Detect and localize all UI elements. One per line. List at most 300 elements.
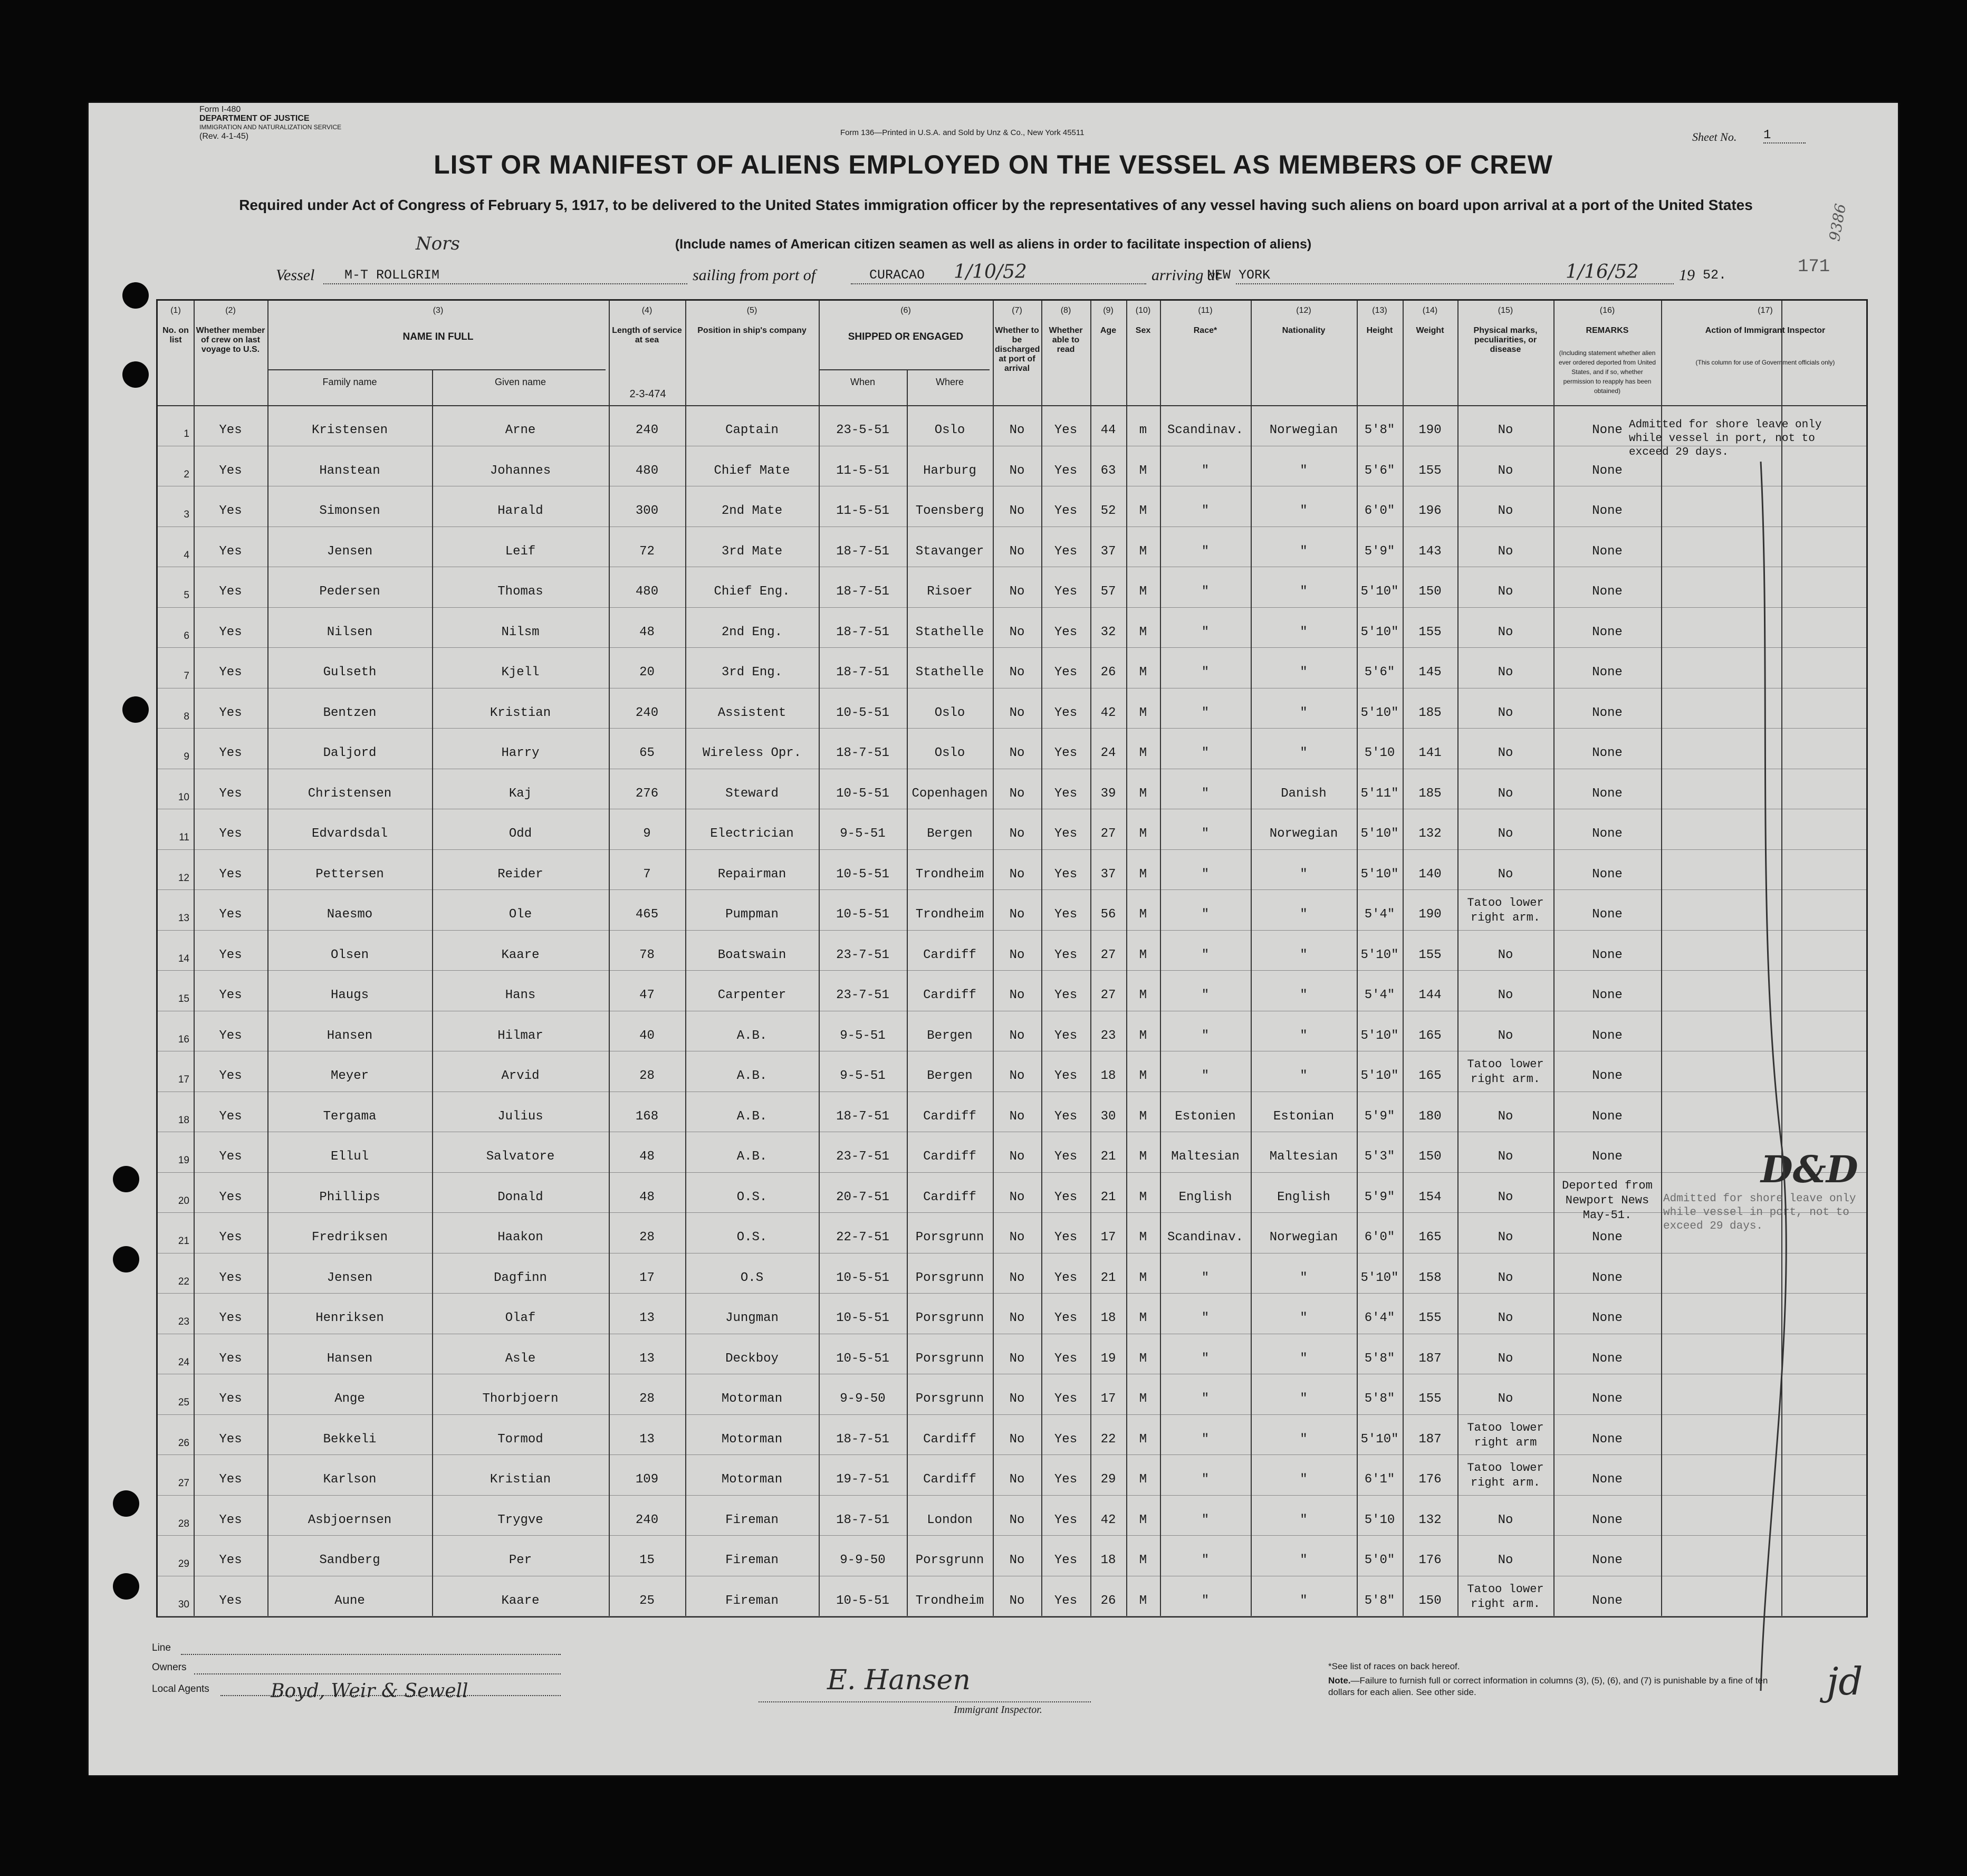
cell-sex: M [1139, 1311, 1147, 1325]
cell-marks: No [1498, 1190, 1513, 1204]
cell-weight: 176 [1418, 1553, 1442, 1567]
cell-service: 9 [643, 827, 651, 841]
cell-no: 23 [178, 1316, 189, 1327]
service-name: IMMIGRATION AND NATURALIZATION SERVICE [199, 123, 342, 131]
cell-position: Chief Mate [714, 463, 790, 478]
cell-age: 57 [1100, 585, 1116, 599]
cell-no: 26 [178, 1437, 189, 1449]
cell-sex: M [1139, 988, 1147, 1002]
cell-family: Naesmo [327, 907, 373, 922]
cell-where: Stathelle [915, 665, 984, 679]
cell-where: Cardiff [923, 947, 976, 962]
cell-race: Scandinav. [1167, 423, 1244, 437]
cell-read: Yes [1054, 1270, 1078, 1285]
cell-weight: 187 [1418, 1432, 1442, 1447]
cell-family: Karlson [323, 1472, 377, 1487]
sheet-number-label: Sheet No. [1692, 130, 1737, 143]
cell-race: " [1201, 907, 1210, 922]
cell-weight: 144 [1418, 988, 1442, 1002]
cell-height: 5'10" [1360, 867, 1399, 882]
cell-marks: No [1498, 625, 1513, 639]
cell-weight: 155 [1418, 947, 1442, 962]
cell-nationality: " [1300, 625, 1308, 639]
cell-weight: 143 [1418, 544, 1442, 559]
cell-when: 9-5-51 [840, 1069, 886, 1083]
cell-remarks: None [1592, 504, 1623, 518]
cell-given: Harry [501, 746, 540, 760]
cell-discharged: No [1009, 423, 1025, 437]
sheet-number-value: 1 [1763, 128, 1806, 143]
cell-height: 5'11" [1360, 786, 1399, 801]
cell-prev: Yes [219, 1270, 242, 1285]
cell-given: Nilsm [501, 625, 540, 639]
cell-family: Hanstean [319, 463, 380, 478]
cell-where: Oslo [934, 423, 965, 437]
punch-hole [122, 361, 149, 388]
inspector-bracket-line [1750, 462, 1792, 1696]
shore-leave-note-2: Admitted for shore leave only while vessel in port, not to exceed 29 days. [1663, 1193, 1856, 1232]
cell-remarks: None [1592, 1270, 1623, 1285]
cell-discharged: No [1009, 504, 1025, 518]
cell-given: Hans [505, 988, 536, 1002]
cell-sex: m [1139, 423, 1147, 437]
cell-nationality: Norwegian [1269, 1230, 1338, 1245]
sailing-date: 1/10/52 [954, 261, 1027, 283]
cell-age: 19 [1100, 1351, 1116, 1366]
cell-service: 240 [635, 423, 659, 437]
cell-sex: M [1139, 1109, 1147, 1124]
column-divider [1661, 301, 1662, 1616]
cell-service: 13 [639, 1351, 655, 1366]
cell-marks: Tatoo lower right arm [1467, 1421, 1544, 1449]
cell-prev: Yes [219, 504, 242, 518]
cell-no: 11 [179, 832, 189, 843]
sailing-label: sailing from port of [693, 266, 816, 284]
cell-discharged: No [1009, 746, 1025, 760]
column-number: (10) [1135, 306, 1151, 315]
cell-position: Boatswain [717, 947, 786, 962]
cell-race: " [1201, 867, 1210, 882]
cell-no: 5 [184, 590, 189, 601]
cell-prev: Yes [219, 665, 242, 679]
punch-hole [113, 1490, 139, 1517]
cell-marks: No [1498, 585, 1513, 599]
cell-sex: M [1139, 463, 1147, 478]
column-number: (1) [170, 306, 181, 315]
remarks-subnote: (Including statement whether alien ever ordered deported from United States, and if so, whether permission to reapply has been obtained) [1558, 349, 1656, 395]
cell-height: 5'10" [1360, 827, 1399, 841]
cell-position: 2nd Mate [721, 504, 783, 518]
cell-position: Assistent [717, 705, 786, 720]
inspector-signature: E. Hansen [827, 1664, 971, 1696]
cell-height: 5'10" [1360, 1069, 1399, 1083]
cell-given: Kaj [508, 786, 532, 801]
column-header: NAME IN FULL [402, 331, 474, 342]
cell-weight: 150 [1418, 585, 1442, 599]
cell-when: 18-7-51 [836, 625, 889, 639]
cell-marks: No [1498, 786, 1513, 801]
cell-prev: Yes [219, 907, 242, 922]
cell-service: 276 [635, 786, 659, 801]
column-header: Sex [1135, 326, 1151, 335]
column-number: (8) [1060, 306, 1071, 315]
cell-discharged: No [1009, 988, 1025, 1002]
cell-marks: No [1498, 1270, 1513, 1285]
cell-read: Yes [1054, 907, 1078, 922]
cell-prev: Yes [219, 625, 242, 639]
cell-height: 5'3" [1364, 1150, 1395, 1164]
cell-given: Haakon [497, 1230, 543, 1245]
cell-discharged: No [1009, 1351, 1025, 1366]
cell-race: " [1201, 1392, 1210, 1406]
cell-height: 5'10" [1360, 1432, 1399, 1447]
cell-height: 6'1" [1364, 1472, 1395, 1487]
cell-remarks: None [1592, 1351, 1623, 1366]
cell-service: 28 [639, 1392, 655, 1406]
cell-sex: M [1139, 1230, 1147, 1245]
arrival-date: 1/16/52 [1566, 261, 1639, 283]
cell-position: O.S [740, 1270, 764, 1285]
cell-position: A.B. [736, 1028, 767, 1043]
cell-service: 109 [635, 1472, 659, 1487]
cell-family: Nilsen [327, 625, 373, 639]
sailing-port-line [851, 283, 1146, 284]
cell-height: 5'6" [1364, 665, 1395, 679]
cell-position: Repairman [717, 867, 786, 882]
subheader-rule [819, 369, 990, 370]
line-label: Line [152, 1642, 171, 1653]
margin-number: 9386 [1826, 202, 1850, 243]
cell-position: Electrician [710, 827, 794, 841]
cell-marks: No [1498, 1513, 1513, 1527]
column-number: (14) [1422, 306, 1438, 315]
cell-position: 3rd Eng. [721, 665, 783, 679]
cell-nationality: " [1300, 544, 1308, 559]
cell-age: 56 [1100, 907, 1116, 922]
cell-service: 480 [635, 585, 659, 599]
cell-nationality: " [1300, 1270, 1308, 1285]
cell-where: Porsgrunn [915, 1351, 984, 1366]
cell-age: 21 [1100, 1270, 1116, 1285]
cell-where: Cardiff [923, 1472, 976, 1487]
cell-age: 23 [1100, 1028, 1116, 1043]
cell-family: Aune [334, 1593, 365, 1608]
cell-race: " [1201, 1270, 1210, 1285]
cell-age: 29 [1100, 1472, 1116, 1487]
cell-discharged: No [1009, 463, 1025, 478]
cell-where: Porsgrunn [915, 1230, 984, 1245]
cell-nationality: " [1300, 1432, 1308, 1447]
cell-service: 72 [639, 544, 655, 559]
column-number: (11) [1198, 306, 1213, 315]
cell-where: Stathelle [915, 625, 984, 639]
cell-weight: 155 [1418, 1392, 1442, 1406]
cell-age: 24 [1100, 746, 1116, 760]
cell-discharged: No [1009, 1190, 1025, 1204]
cell-prev: Yes [219, 988, 242, 1002]
cell-weight: 180 [1418, 1109, 1442, 1124]
cell-when: 9-5-51 [840, 827, 886, 841]
cell-when: 10-5-51 [836, 1593, 889, 1608]
vessel-note: Nors [416, 233, 460, 254]
cell-height: 5'0" [1364, 1553, 1395, 1567]
cell-height: 5'9" [1364, 544, 1395, 559]
cell-sex: M [1139, 907, 1147, 922]
cell-service: 48 [639, 1150, 655, 1164]
cell-family: Haugs [330, 988, 369, 1002]
column-header: Height [1366, 326, 1393, 335]
cell-race: " [1201, 1593, 1210, 1608]
punch-hole [122, 282, 149, 309]
cell-family: Fredriksen [311, 1230, 388, 1245]
cell-no: 30 [178, 1599, 189, 1610]
cell-no: 29 [178, 1558, 189, 1569]
cell-race: " [1201, 947, 1210, 962]
cell-height: 5'10 [1364, 1513, 1395, 1527]
cell-nationality: " [1300, 947, 1308, 962]
note-text: —Failure to furnish full or correct information in columns (3), (5), (6), and (7) is punishable by a fine of ten dollars for each alien. See other side. [1328, 1676, 1768, 1697]
cell-read: Yes [1054, 1150, 1078, 1164]
cell-prev: Yes [219, 1150, 242, 1164]
cell-given: Kjell [501, 665, 540, 679]
cell-where: Bergen [927, 1069, 973, 1083]
cell-service: 25 [639, 1593, 655, 1608]
cell-sex: M [1139, 867, 1147, 882]
cell-age: 17 [1100, 1230, 1116, 1245]
cell-age: 63 [1100, 463, 1116, 478]
cell-no: 3 [184, 509, 189, 520]
cell-prev: Yes [219, 1513, 242, 1527]
cell-read: Yes [1054, 1392, 1078, 1406]
cell-weight: 165 [1418, 1028, 1442, 1043]
cell-discharged: No [1009, 1230, 1025, 1245]
cell-marks: No [1498, 947, 1513, 962]
cell-remarks: None [1592, 1150, 1623, 1164]
column-header: REMARKS [1586, 326, 1629, 335]
cell-marks: No [1498, 1109, 1513, 1124]
cell-remarks: None [1592, 544, 1623, 559]
cell-sex: M [1139, 1593, 1147, 1608]
punch-hole [122, 696, 149, 723]
cell-weight: 185 [1418, 705, 1442, 720]
cell-no: 22 [178, 1276, 189, 1287]
cell-service: 65 [639, 746, 655, 760]
when-subheader: When [850, 377, 876, 387]
cell-no: 18 [178, 1114, 189, 1126]
cell-given: Odd [508, 827, 532, 841]
owners-label: Owners [152, 1662, 187, 1673]
column-number: (2) [225, 306, 236, 315]
cell-service: 240 [635, 705, 659, 720]
cell-position: Chief Eng. [714, 585, 790, 599]
cell-sex: M [1139, 585, 1147, 599]
owners-field [194, 1673, 561, 1674]
vessel-name: M-T ROLLGRIM [344, 267, 440, 283]
cell-prev: Yes [219, 1069, 242, 1083]
cell-prev: Yes [219, 1311, 242, 1325]
dd-mark: D&D [1761, 1147, 1858, 1191]
cell-given: Thomas [497, 585, 543, 599]
cell-service: 48 [639, 1190, 655, 1204]
cell-no: 20 [178, 1195, 189, 1207]
cell-discharged: No [1009, 947, 1025, 962]
cell-position: O.S. [736, 1190, 767, 1204]
cell-no: 16 [178, 1033, 189, 1045]
cell-when: 18-7-51 [836, 1109, 889, 1124]
cell-race: Maltesian [1171, 1150, 1240, 1164]
cell-discharged: No [1009, 585, 1025, 599]
cell-age: 52 [1100, 504, 1116, 518]
cell-when: 11-5-51 [836, 463, 889, 478]
cell-given: Arvid [501, 1069, 540, 1083]
column-number: (12) [1296, 306, 1311, 315]
cell-where: Risoer [927, 585, 973, 599]
cell-marks: No [1498, 988, 1513, 1002]
cell-read: Yes [1054, 1593, 1078, 1608]
cell-age: 39 [1100, 786, 1116, 801]
cell-given: Kaare [501, 947, 540, 962]
cell-sex: M [1139, 705, 1147, 720]
cell-when: 18-7-51 [836, 746, 889, 760]
cell-discharged: No [1009, 665, 1025, 679]
cell-read: Yes [1054, 746, 1078, 760]
cell-family: Pedersen [319, 585, 380, 599]
cell-race: " [1201, 1311, 1210, 1325]
cell-height: 5'10" [1360, 1028, 1399, 1043]
cell-nationality: " [1300, 1553, 1308, 1567]
cell-no: 19 [178, 1155, 189, 1166]
cell-nationality: " [1300, 1472, 1308, 1487]
cell-read: Yes [1054, 504, 1078, 518]
cell-given: Per [508, 1553, 532, 1567]
cell-remarks: None [1592, 1069, 1623, 1083]
cell-marks: No [1498, 867, 1513, 882]
cell-family: Tergama [323, 1109, 377, 1124]
column-header: Position in ship's company [697, 326, 807, 335]
cell-read: Yes [1054, 988, 1078, 1002]
cell-height: 5'10" [1360, 585, 1399, 599]
column-number: (4) [641, 306, 653, 315]
cell-position: Wireless Opr. [702, 746, 802, 760]
cell-no: 2 [184, 468, 189, 480]
cell-read: Yes [1054, 1351, 1078, 1366]
cell-weight: 158 [1418, 1270, 1442, 1285]
clerk-initials: jd [1827, 1659, 1863, 1703]
cell-read: Yes [1054, 705, 1078, 720]
cell-read: Yes [1054, 827, 1078, 841]
column-header: Length of service at sea [612, 326, 682, 344]
cell-given: Harald [497, 504, 543, 518]
cell-marks: No [1498, 1553, 1513, 1567]
cell-when: 10-5-51 [836, 1311, 889, 1325]
column-header: Whether to be discharged at port of arrival [995, 326, 1040, 373]
cell-when: 9-5-51 [840, 1028, 886, 1043]
cell-position: Captain [725, 423, 779, 437]
cell-service: 20 [639, 665, 655, 679]
cell-read: Yes [1054, 585, 1078, 599]
cell-sex: M [1139, 827, 1147, 841]
cell-height: 5'10 [1364, 746, 1395, 760]
cell-remarks: None [1592, 907, 1623, 922]
cell-no: 13 [178, 913, 189, 924]
cell-family: Jensen [327, 1270, 373, 1285]
cell-prev: Yes [219, 463, 242, 478]
cell-marks: No [1498, 1028, 1513, 1043]
cell-when: 10-5-51 [836, 1270, 889, 1285]
cell-prev: Yes [219, 1190, 242, 1204]
cell-prev: Yes [219, 947, 242, 962]
column-number: (7) [1012, 306, 1022, 315]
cell-age: 18 [1100, 1553, 1116, 1567]
cell-family: Edvardsdal [311, 827, 388, 841]
cell-race: " [1201, 585, 1210, 599]
page-subtitle: Required under Act of Congress of February 5, 1917, to be delivered to the United States immigration officer by the representatives of any vessel having such aliens on board upon arrival at a port of the United States [239, 197, 1753, 213]
cell-discharged: No [1009, 1028, 1025, 1043]
cell-where: Porsgrunn [915, 1392, 984, 1406]
cell-weight: 196 [1418, 504, 1442, 518]
cell-no: 24 [178, 1356, 189, 1368]
cell-sex: M [1139, 1553, 1147, 1567]
cell-marks: No [1498, 544, 1513, 559]
cell-where: Trondheim [915, 907, 984, 922]
cell-race: " [1201, 1513, 1210, 1527]
cell-no: 14 [178, 953, 189, 964]
cell-family: Olsen [330, 947, 369, 962]
cell-read: Yes [1054, 947, 1078, 962]
cell-position: Motorman [721, 1472, 783, 1487]
page-subtitle-note: (Include names of American citizen seamen as well as aliens in order to facilitate inspection of aliens) [675, 237, 1312, 252]
cell-marks: Tatoo lower right arm. [1467, 896, 1544, 924]
cell-given: Arne [505, 423, 536, 437]
cell-discharged: No [1009, 1109, 1025, 1124]
cell-marks: No [1498, 1230, 1513, 1245]
cell-no: 25 [178, 1397, 189, 1408]
cell-read: Yes [1054, 423, 1078, 437]
cell-remarks: None [1592, 746, 1623, 760]
arriving-port-line [1236, 283, 1674, 284]
vessel-name-line [323, 283, 687, 284]
cell-remarks: None [1592, 1553, 1623, 1567]
cell-where: Cardiff [923, 1150, 976, 1164]
cell-age: 22 [1100, 1432, 1116, 1447]
cell-family: Ange [334, 1392, 365, 1406]
cell-family: Gulseth [323, 665, 377, 679]
cell-given: Salvatore [486, 1150, 555, 1164]
cell-given: Thorbjoern [482, 1392, 559, 1406]
cell-position: Fireman [725, 1513, 779, 1527]
family-name-subheader: Family name [322, 377, 377, 387]
cell-prev: Yes [219, 867, 242, 882]
cell-remarks: Deported from Newport News May-51. [1562, 1179, 1653, 1222]
column-header: Race* [1193, 326, 1217, 335]
column-header: Weight [1416, 326, 1444, 335]
stamp-number: 171 [1798, 257, 1830, 277]
cell-nationality: " [1300, 1028, 1308, 1043]
cell-remarks: None [1592, 786, 1623, 801]
cell-age: 18 [1100, 1069, 1116, 1083]
cell-sex: M [1139, 746, 1147, 760]
cell-sex: M [1139, 544, 1147, 559]
cell-marks: No [1498, 1351, 1513, 1366]
cell-age: 26 [1100, 665, 1116, 679]
cell-discharged: No [1009, 786, 1025, 801]
cell-no: 15 [178, 993, 189, 1004]
cell-given: Asle [505, 1351, 536, 1366]
cell-no: 7 [184, 671, 189, 682]
cell-height: 5'10" [1360, 947, 1399, 962]
cell-when: 10-5-51 [836, 1351, 889, 1366]
cell-when: 23-5-51 [836, 423, 889, 437]
